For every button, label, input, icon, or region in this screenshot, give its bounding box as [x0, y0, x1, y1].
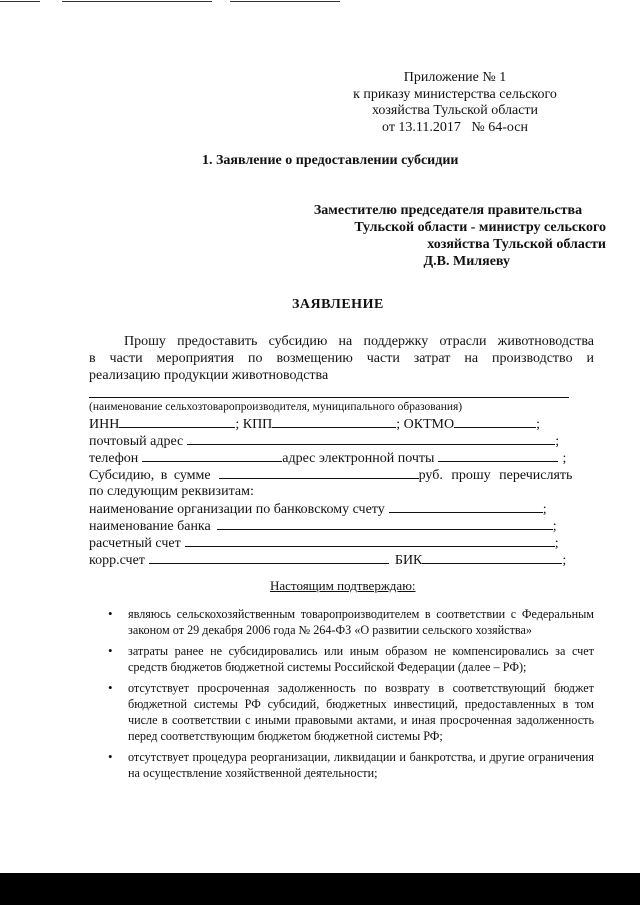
postal-label: почтовый адрес — [89, 434, 184, 449]
scan-edge-bottom — [0, 873, 640, 905]
list-item — [108, 749, 594, 781]
account-label: расчетный счет — [89, 536, 181, 551]
kpp-field[interactable] — [272, 415, 396, 428]
account-sep: ; — [554, 536, 559, 551]
addressee-line-4: Д.В. Миляеву — [423, 254, 510, 269]
list-item-text: отсутствует процедура реорганизации, ликвидации и банкротства, и другие ограничения на осуществление хозяйственной деятельности; — [128, 750, 594, 780]
order-line-1: к приказу министерства сельского — [353, 86, 557, 102]
corr-row — [89, 551, 566, 569]
subsidy-label: Субсидию, в сумме — [89, 468, 211, 483]
addressee-line-2: Тульской области - министру сельского — [354, 220, 606, 235]
intro-line-3: реализацию продукции животноводства — [89, 368, 329, 383]
confirm-list — [108, 606, 594, 786]
order-line-2: хозяйства Тульской области — [371, 103, 539, 118]
bank-name-label: наименование банка — [89, 519, 211, 534]
bullet-icon: • — [108, 606, 113, 621]
phone-row-sep: ; — [562, 451, 567, 466]
section-title: 1. Заявление о предоставлении субсидии — [202, 153, 459, 168]
bank-name-sep: ; — [552, 519, 557, 534]
list-item-text: затраты ранее не субсидировались или иным образом не компенсировались за счет средств бюджетов бюджетной системы Российской Федерации (далее – РФ); — [128, 644, 594, 674]
intro-line-2: в части мероприятия по возмещению части затрат на производство и — [89, 351, 594, 366]
scan-edge-top — [0, 0, 640, 4]
appendix-header — [340, 70, 570, 136]
corr-field[interactable] — [149, 551, 389, 564]
phone-row — [89, 449, 566, 467]
postal-field[interactable] — [187, 432, 555, 445]
org-name-hint: (наименование сельхозтоваропроизводителя, муниципального образования) — [89, 401, 463, 413]
phone-field[interactable] — [142, 449, 282, 462]
email-field[interactable] — [438, 449, 558, 462]
oktmo-field[interactable] — [454, 415, 536, 428]
inn-row — [89, 415, 540, 433]
account-row — [89, 534, 559, 552]
addressee-block — [290, 202, 606, 270]
bullet-icon: • — [108, 680, 113, 695]
kpp-label: ; КПП — [235, 417, 273, 432]
inn-row-sep: ; — [536, 417, 540, 432]
corr-row-sep: ; — [562, 553, 567, 568]
order-date: от 13.11.2017 № 64-осн — [382, 119, 528, 135]
bullet-icon: • — [108, 643, 113, 658]
list-item-text: отсутствует просроченная задолженность по возврату в соответствующий бюджет бюджетной системы РФ субсидий, бюджетных инвестиций, предоставленных в том числе в соответствии с иными правовыми актами, и иная просроченная задолженность перед соответствующим бюджетом бюджетной системы РФ; — [128, 681, 594, 743]
email-label: адрес электронной почты — [282, 451, 435, 466]
account-field[interactable] — [185, 534, 555, 547]
subsidy-row — [89, 466, 595, 484]
subsidy-amount-field[interactable] — [219, 466, 419, 479]
bank-org-sep: ; — [542, 502, 547, 517]
rub-label: руб. прошу перечислять — [418, 468, 573, 483]
appendix-number: Приложение № 1 — [403, 70, 507, 85]
list-item-text: являюсь сельскохозяйственным товаропроизводителем в соответствии с Федеральным законом от 29 декабря 2006 года № 264-ФЗ «О развитии сельского хозяйства» — [128, 607, 594, 637]
document-title: ЗАЯВЛЕНИЕ — [292, 297, 384, 312]
list-item — [108, 606, 594, 638]
bik-label: БИК — [394, 553, 423, 568]
bik-field[interactable] — [422, 551, 562, 564]
corr-label: корр.счет — [89, 553, 145, 568]
bank-org-field[interactable] — [389, 500, 543, 513]
addressee-line-1: Заместителю председателя правительства — [313, 203, 583, 218]
postal-sep: ; — [555, 434, 560, 449]
bank-org-label: наименование организации по банковскому счету — [89, 502, 385, 517]
bank-org-row — [89, 500, 547, 518]
org-name-underline — [89, 397, 569, 398]
postal-row — [89, 432, 559, 450]
addressee-line-3: хозяйства Тульской области — [427, 237, 606, 252]
oktmo-label: ; ОКТМО — [396, 417, 455, 432]
inn-label: ИНН — [89, 417, 120, 432]
bank-name-field[interactable] — [217, 517, 553, 530]
bank-name-row — [89, 517, 557, 535]
bullet-icon: • — [108, 749, 113, 764]
list-item — [108, 680, 594, 744]
list-item — [108, 643, 594, 675]
phone-label: телефон — [89, 451, 139, 466]
intro-line-1: Прошу предоставить субсидию на поддержку отрасли животноводства — [124, 334, 594, 349]
requisites-label: по следующим реквизитам: — [89, 484, 254, 499]
confirm-title: Настоящим подтверждаю: — [270, 578, 416, 593]
inn-field[interactable] — [119, 415, 235, 428]
